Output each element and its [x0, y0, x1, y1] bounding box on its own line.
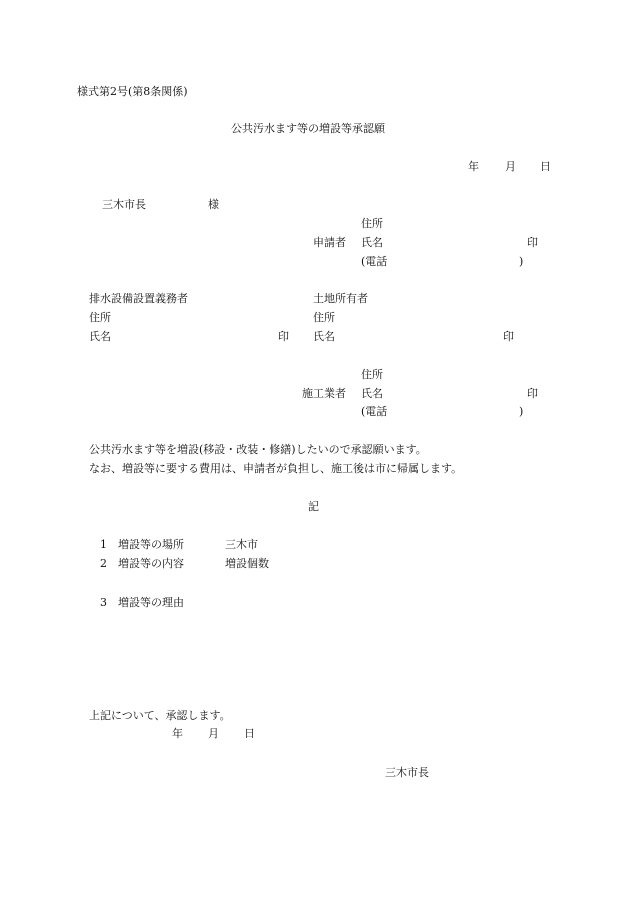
item-3-number: 3 [100, 596, 107, 609]
approval-month: 月 [208, 727, 219, 740]
ki-heading: 記 [308, 500, 319, 513]
applicant-seal: 印 [527, 236, 538, 249]
date-month: 月 [505, 160, 516, 173]
landowner-name-label: 氏名 [313, 330, 335, 343]
contractor-address-label: 住所 [361, 368, 383, 381]
item-1-label: 増設等の場所 [118, 538, 184, 551]
contractor-role: 施工業者 [302, 387, 346, 400]
contractor-seal: 印 [527, 387, 538, 400]
applicant-phone-open: (電話 [361, 255, 388, 268]
approval-text: 上記について、承認します。 [89, 709, 231, 722]
item-1-value: 三木市 [225, 538, 258, 551]
date-day: 日 [540, 160, 551, 173]
applicant-phone-close: ) [519, 255, 524, 268]
approval-signer: 三木市長 [385, 766, 429, 779]
approval-year: 年 [172, 727, 183, 740]
form-number: 様式第2号(第8条関係) [77, 85, 188, 98]
obligor-name-label: 氏名 [89, 330, 111, 343]
landowner-address-label: 住所 [313, 311, 335, 324]
obligor-role: 排水設備設置義務者 [89, 292, 188, 305]
landowner-seal: 印 [503, 330, 514, 343]
addressee-name: 三木市長 [102, 198, 146, 211]
landowner-role: 土地所有者 [313, 292, 368, 305]
body-text-line2: なお、増設等に要する費用は、申請者が負担し、施工後は市に帰属します。 [89, 462, 463, 475]
applicant-address-label: 住所 [361, 217, 383, 230]
approval-day: 日 [244, 727, 255, 740]
contractor-name-label: 氏名 [361, 387, 383, 400]
applicant-role: 申請者 [313, 236, 346, 249]
item-1-number: 1 [100, 538, 107, 551]
contractor-phone-close: ) [519, 405, 524, 418]
obligor-address-label: 住所 [89, 311, 111, 324]
contractor-phone-open: (電話 [361, 405, 388, 418]
item-2-number: 2 [100, 557, 107, 570]
obligor-seal: 印 [278, 330, 289, 343]
date-year: 年 [468, 160, 479, 173]
form-title: 公共汚水ます等の増設等承認願 [231, 122, 385, 135]
item-3-label: 増設等の理由 [118, 596, 184, 609]
body-text-line1: 公共汚水ます等を増設(移設・改装・修繕)したいので承認願います。 [89, 443, 427, 456]
item-2-label: 増設等の内容 [118, 557, 184, 570]
applicant-name-label: 氏名 [361, 236, 383, 249]
addressee-honorific: 様 [208, 198, 219, 211]
item-2-value: 増設個数 [225, 557, 269, 570]
